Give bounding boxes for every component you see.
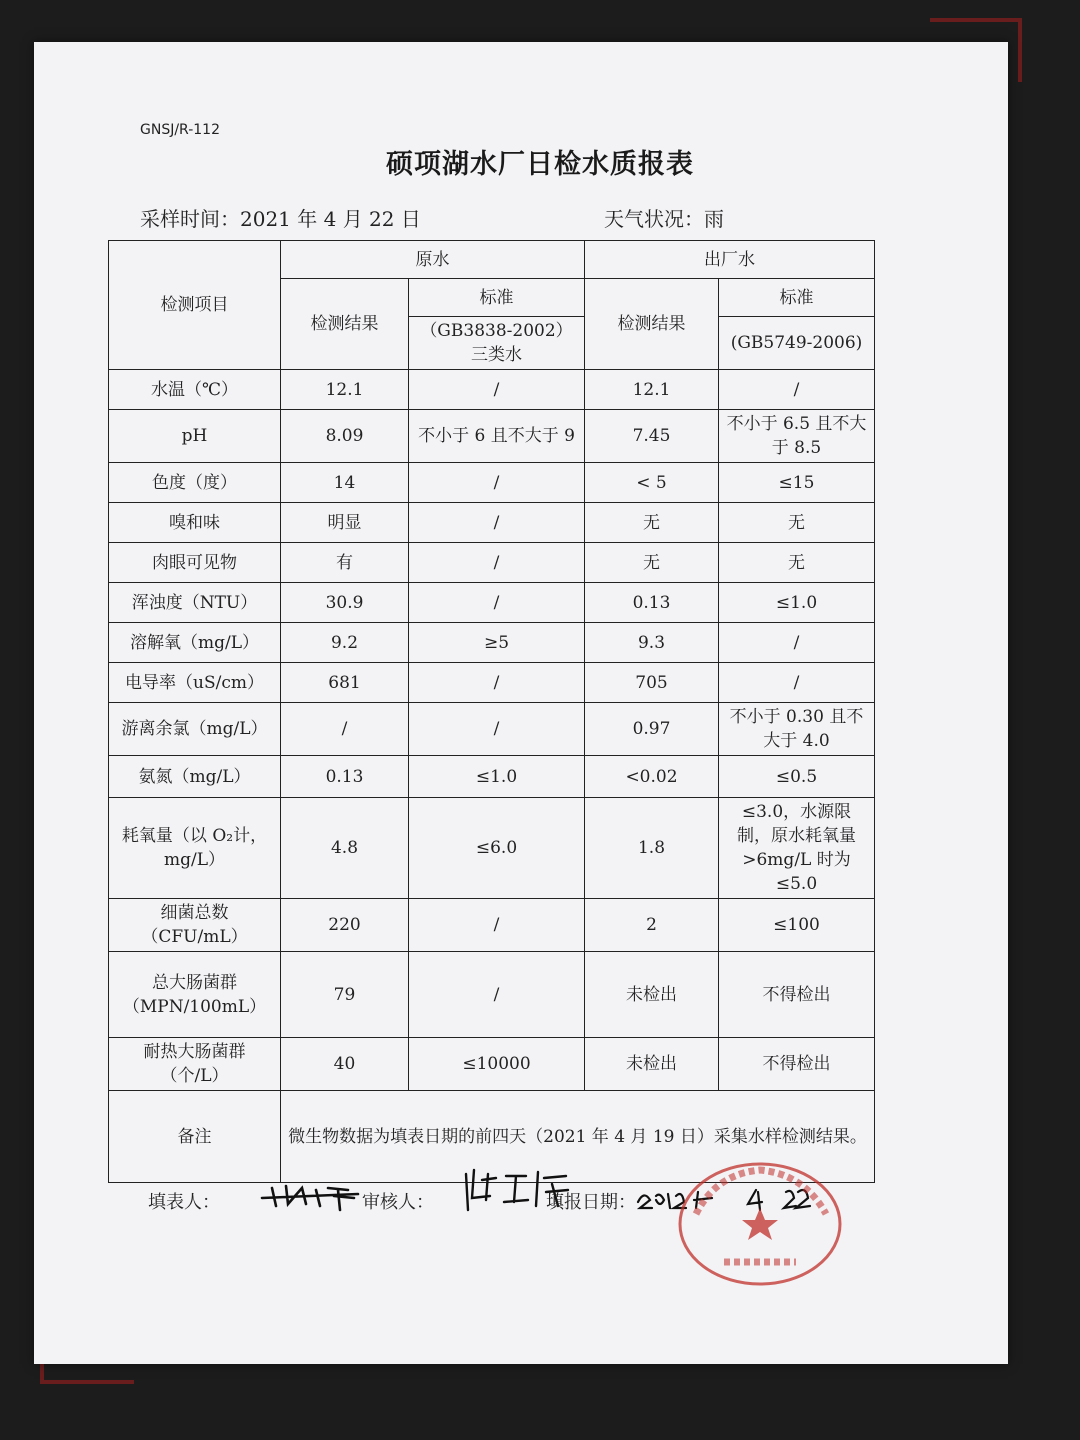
treated-result: 未检出 — [585, 952, 719, 1038]
treated-result: 0.97 — [585, 703, 719, 756]
raw-standard: ≤1.0 — [409, 756, 585, 798]
item-name: 总大肠菌群（MPN/100mL） — [109, 952, 281, 1038]
raw-result-header: 检测结果 — [281, 279, 409, 370]
table-row — [109, 463, 875, 503]
raw-standard: / — [409, 703, 585, 756]
water-quality-table — [108, 240, 875, 1183]
item-name: 耐热大肠菌群（个/L） — [109, 1038, 281, 1091]
treated-standard: / — [719, 623, 875, 663]
treated-standard: ≤15 — [719, 463, 875, 503]
treated-result: 12.1 — [585, 370, 719, 410]
raw-result: 40 — [281, 1038, 409, 1091]
item-name: 氨氮（mg/L） — [109, 756, 281, 798]
treated-standard: ≤100 — [719, 899, 875, 952]
filler-signature — [258, 1176, 368, 1216]
raw-result: 明显 — [281, 503, 409, 543]
table-row — [109, 756, 875, 798]
treated-standard: ≤3.0，水源限制，原水耗氧量>6mg/L 时为≤5.0 — [719, 798, 875, 899]
raw-standard: ≤10000 — [409, 1038, 585, 1091]
treated-result: 未检出 — [585, 1038, 719, 1091]
item-name: 电导率（uS/cm） — [109, 663, 281, 703]
treated-standard: ≤0.5 — [719, 756, 875, 798]
treated-standard: 不小于 0.30 且不大于 4.0 — [719, 703, 875, 756]
table-row — [109, 1038, 875, 1091]
raw-standard-name: （GB3838-2002）三类水 — [409, 317, 585, 370]
raw-standard: 不小于 6 且不大于 9 — [409, 410, 585, 463]
raw-standard: / — [409, 370, 585, 410]
raw-standard: / — [409, 583, 585, 623]
item-header: 检测项目 — [109, 241, 281, 370]
treated-result: 无 — [585, 503, 719, 543]
raw-standard: / — [409, 463, 585, 503]
raw-standard: / — [409, 952, 585, 1038]
treated-standard: 不小于 6.5 且不大于 8.5 — [719, 410, 875, 463]
raw-result: 30.9 — [281, 583, 409, 623]
raw-standard: ≥5 — [409, 623, 585, 663]
raw-standard: ≤6.0 — [409, 798, 585, 899]
treated-result: <0.02 — [585, 756, 719, 798]
table-row — [109, 370, 875, 410]
raw-water-header: 原水 — [281, 241, 585, 279]
treated-result: 9.3 — [585, 623, 719, 663]
treated-result: 1.8 — [585, 798, 719, 899]
filler-label: 填表人： — [148, 1192, 220, 1213]
raw-standard: / — [409, 543, 585, 583]
item-name: 水温（℃） — [109, 370, 281, 410]
raw-result: 681 — [281, 663, 409, 703]
treated-result: 2 — [585, 899, 719, 952]
treated-standard: / — [719, 663, 875, 703]
treated-result: 705 — [585, 663, 719, 703]
raw-standard-header: 标准 — [409, 279, 585, 317]
treated-standard: / — [719, 370, 875, 410]
item-name: 耗氧量（以 O₂计，mg/L） — [109, 798, 281, 899]
item-name: 溶解氧（mg/L） — [109, 623, 281, 663]
treated-standard: 无 — [719, 543, 875, 583]
raw-standard: / — [409, 899, 585, 952]
treated-water-header: 出厂水 — [585, 241, 875, 279]
raw-result: 12.1 — [281, 370, 409, 410]
treated-result: 无 — [585, 543, 719, 583]
raw-result: 79 — [281, 952, 409, 1038]
weather-status: 天气状况：雨 — [604, 207, 724, 231]
treated-result: < 5 — [585, 463, 719, 503]
treated-result: 0.13 — [585, 583, 719, 623]
treated-standard-header: 标准 — [719, 279, 875, 317]
raw-standard: / — [409, 503, 585, 543]
raw-result: 220 — [281, 899, 409, 952]
table-row — [109, 663, 875, 703]
raw-result: 4.8 — [281, 798, 409, 899]
sample-time: 采样时间：2021 年 4 月 22 日 — [140, 207, 421, 231]
remarks-text: 微生物数据为填表日期的前四天（2021 年 4 月 19 日）采集水样检测结果。 — [281, 1091, 875, 1183]
table-row — [109, 899, 875, 952]
reviewer-label: 审核人： — [362, 1192, 434, 1213]
item-name: 嗅和味 — [109, 503, 281, 543]
raw-standard: / — [409, 663, 585, 703]
treated-result: 7.45 — [585, 410, 719, 463]
treated-standard: ≤1.0 — [719, 583, 875, 623]
table-row — [109, 410, 875, 463]
raw-result: 14 — [281, 463, 409, 503]
item-name: 细菌总数（CFU/mL） — [109, 899, 281, 952]
official-stamp — [676, 1158, 846, 1290]
raw-result: 0.13 — [281, 756, 409, 798]
item-name: 浑浊度（NTU） — [109, 583, 281, 623]
fill-date-label: 填报日期： — [546, 1192, 636, 1213]
table-row — [109, 543, 875, 583]
item-name: pH — [109, 410, 281, 463]
form-code: GNSJ/R-112 — [140, 122, 220, 138]
raw-result: 有 — [281, 543, 409, 583]
table-row — [109, 703, 875, 756]
table-row — [109, 623, 875, 663]
table-row — [109, 952, 875, 1038]
table-row — [109, 503, 875, 543]
item-name: 肉眼可见物 — [109, 543, 281, 583]
remarks-label: 备注 — [109, 1091, 281, 1183]
treated-standard: 无 — [719, 503, 875, 543]
treated-result-header: 检测结果 — [585, 279, 719, 370]
raw-result: 8.09 — [281, 410, 409, 463]
table-row — [109, 583, 875, 623]
table-row — [109, 798, 875, 899]
raw-result: 9.2 — [281, 623, 409, 663]
treated-standard-name: (GB5749-2006) — [719, 317, 875, 370]
treated-standard: 不得检出 — [719, 952, 875, 1038]
report-title: 硕项湖水厂日检水质报表 — [386, 149, 694, 180]
item-name: 游离余氯（mg/L） — [109, 703, 281, 756]
treated-standard: 不得检出 — [719, 1038, 875, 1091]
raw-result: / — [281, 703, 409, 756]
item-name: 色度（度） — [109, 463, 281, 503]
